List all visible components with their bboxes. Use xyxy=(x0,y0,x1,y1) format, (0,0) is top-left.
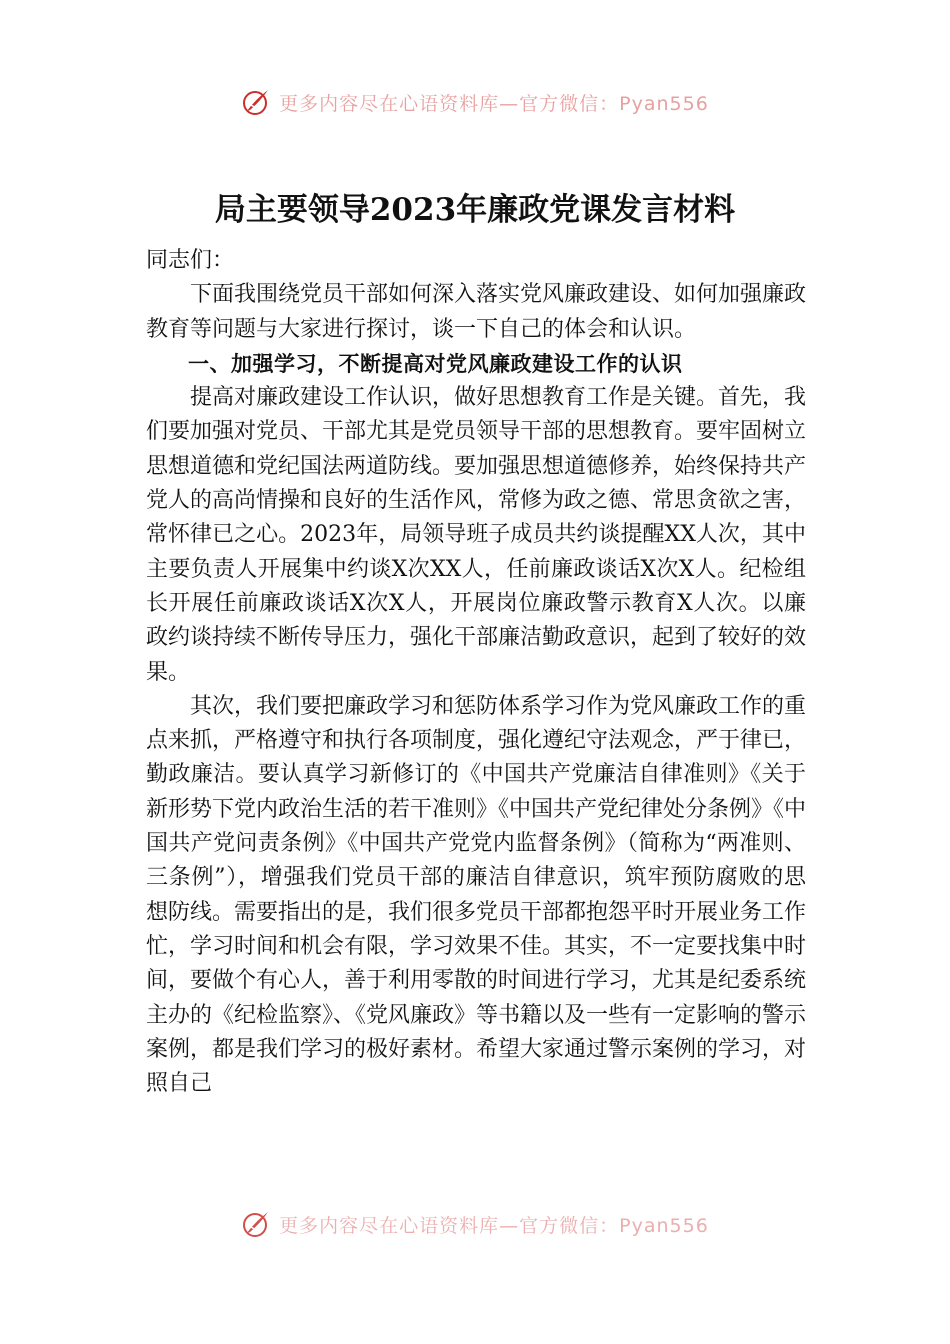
quill-logo-icon xyxy=(241,1209,271,1239)
watermark-top xyxy=(0,82,950,122)
section-heading-1: 一、加强学习，不断提高对党风廉政建设工作的认识 xyxy=(188,351,683,376)
document-title: 局主要领导2023年廉政党课发言材料 xyxy=(214,192,736,228)
watermark-bottom xyxy=(0,1204,950,1244)
watermark-text: 更多内容尽在心语资料库—官方微信：Pyan556 xyxy=(279,1214,709,1237)
quill-logo-icon xyxy=(241,87,271,117)
salutation: 同志们： xyxy=(146,248,235,273)
intro-paragraph: 下面我围绕党员干部如何深入落实党风廉政建设、如何加强廉政教育等问题与大家进行探讨，谈一下自己的体会和认识。 xyxy=(146,282,806,342)
watermark-text: 更多内容尽在心语资料库—官方微信：Pyan556 xyxy=(279,92,709,115)
body-paragraph-1: 提高对廉政建设工作认识，做好思想教育工作是关键。首先，我们要加强对党员、干部尤其是党员领导干部的思想教育。要牢固树立思想道德和党纪国法两道防线。要加强思想道德修养，始终保持共产党人的高尚情操和良好的生活作风，常修为政之德、常思贪欲之害，常怀律已之心。2023年，局领导班子成员共约谈提醒XX人次，其中主要负责人开展集中约谈X次XX人，任前廉政谈话X次X人。纪检组长开展任前廉政谈话X次X人，开展岗位廉政警示教育X人次。以廉政约谈持续不断传导压力，强化干部廉洁勤政意识，起到了较好的效果。 xyxy=(146,385,806,685)
document-body xyxy=(146,244,806,1219)
body-paragraph-2: 其次，我们要把廉政学习和惩防体系学习作为党风廉政工作的重点来抓，严格遵守和执行各项制度，强化遵纪守法观念，严于律已，勤政廉洁。要认真学习新修订的《中国共产党廉洁自律准则》《关于新形势下党内政治生活的若干准则》《中国共产党纪律处分条例》《中国共产党问责条例》《中国共产党党内监督条例》（简称为“两准则、三条例”），增强我们党员干部的廉洁自律意识，筑牢预防腐败的思想防线。需要指出的是，我们很多党员干部都抱怨平时开展业务工作忙，学习时间和机会有限，学习效果不佳。其实，不一定要找集中时间，要做个有心人，善于利用零散的时间进行学习，尤其是纪委系统主办的《纪检监察》、《党风廉政》等书籍以及一些有一定影响的警示案例，都是我们学习的极好素材。希望大家通过警示案例的学习，对照自己 xyxy=(146,693,806,1097)
